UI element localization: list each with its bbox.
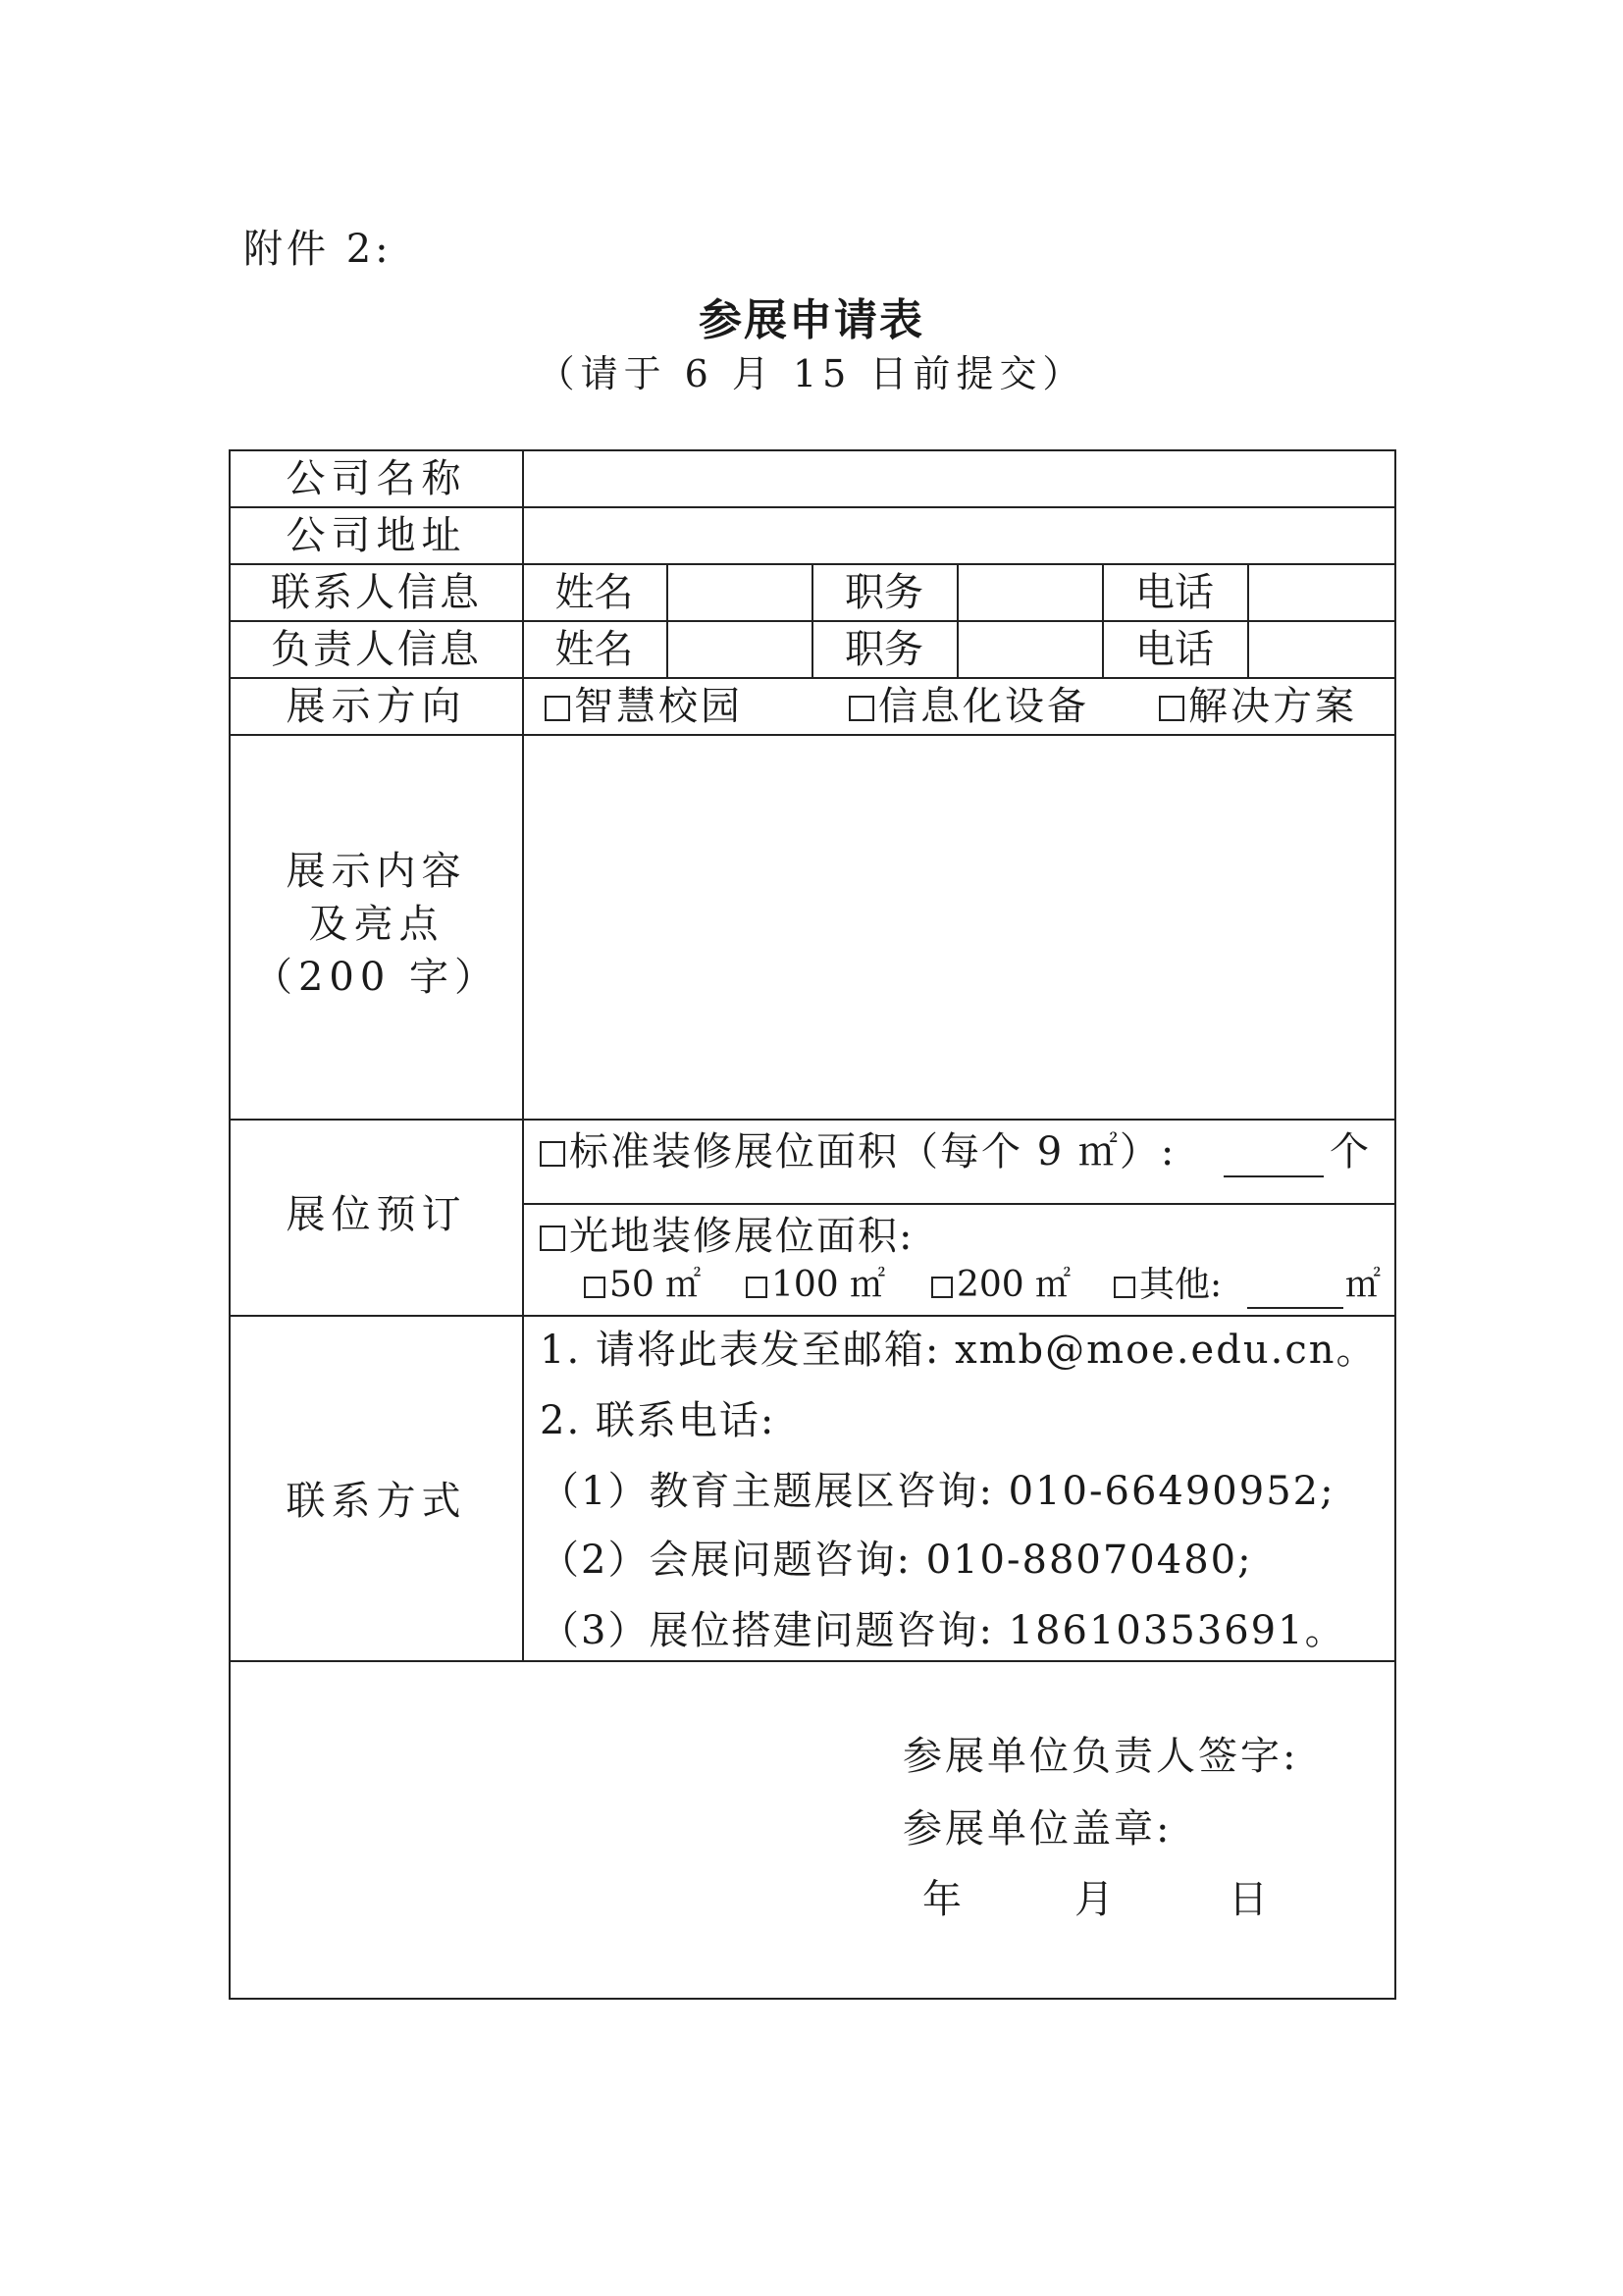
- raw-option-other[interactable]: 其他:: [1114, 1264, 1222, 1306]
- company-name-label: 公司名称: [286, 456, 467, 501]
- form-title: 参展申请表: [699, 295, 924, 345]
- contact-line-4: （2）会展问题咨询: 010-88070480;: [540, 1538, 1253, 1583]
- attachment-label: 附件 2:: [243, 227, 393, 272]
- contact-line-5: （3）展位搭建问题咨询: 18610353691。: [540, 1608, 1346, 1653]
- direction-label: 展示方向: [286, 684, 467, 729]
- date-year-label: 年: [922, 1877, 962, 1922]
- contact-line-2: 2. 联系电话:: [540, 1398, 776, 1443]
- direction-option-it-equipment[interactable]: 信息化设备: [849, 683, 1089, 730]
- contact-name-label: 姓名: [554, 570, 634, 615]
- company-name-field[interactable]: [525, 454, 1392, 505]
- checkbox-icon[interactable]: [931, 1277, 953, 1298]
- checkbox-icon[interactable]: [1159, 696, 1184, 721]
- checkbox-icon[interactable]: [584, 1277, 605, 1298]
- leader-phone-label: 电话: [1135, 627, 1214, 672]
- leader-position-label: 职务: [845, 627, 923, 672]
- contact-position-field[interactable]: [960, 566, 1101, 619]
- company-address-label: 公司地址: [286, 513, 467, 558]
- raw-option-100[interactable]: 100 ㎡: [746, 1264, 885, 1306]
- leader-position-field[interactable]: [960, 623, 1101, 676]
- leader-name-field[interactable]: [669, 623, 811, 676]
- raw-other-area-field[interactable]: [1247, 1307, 1343, 1309]
- booth-raw-option[interactable]: 光地装修展位面积:: [540, 1213, 914, 1260]
- raw-option-50[interactable]: 50 ㎡: [584, 1264, 701, 1306]
- checkbox-icon[interactable]: [746, 1277, 767, 1298]
- direction-option-smart-campus[interactable]: 智慧校园: [545, 683, 743, 730]
- seal-label: 参展单位盖章:: [903, 1806, 1173, 1852]
- leader-phone-field[interactable]: [1250, 623, 1392, 676]
- contact-line-3: （1）教育主题展区咨询: 010-66490952;: [540, 1469, 1335, 1514]
- content-label-line1: 展示内容: [286, 849, 467, 894]
- date-month-label: 月: [1074, 1877, 1114, 1922]
- signature-seal-area[interactable]: [903, 1678, 1374, 1972]
- contact-info-label: 联系人信息: [271, 570, 482, 615]
- raw-other-unit: ㎡: [1345, 1265, 1382, 1305]
- checkbox-icon[interactable]: [540, 1226, 565, 1251]
- content-label-line3: （200 字）: [252, 955, 500, 1000]
- booth-standard-count-field[interactable]: [1224, 1175, 1324, 1177]
- form-subtitle: （请于 6 月 15 日前提交）: [537, 352, 1086, 395]
- contact-method-label: 联系方式: [286, 1479, 467, 1524]
- application-form-table: [229, 449, 1396, 2000]
- direction-option-solution[interactable]: 解决方案: [1159, 683, 1357, 730]
- checkbox-icon[interactable]: [545, 696, 570, 721]
- date-day-label: 日: [1229, 1877, 1268, 1922]
- contact-phone-field[interactable]: [1250, 566, 1392, 619]
- booth-standard-option[interactable]: 标准装修展位面积（每个 9 ㎡）:: [540, 1128, 1176, 1175]
- checkbox-icon[interactable]: [540, 1141, 565, 1167]
- contact-name-field[interactable]: [669, 566, 811, 619]
- contact-phone-label: 电话: [1135, 570, 1214, 615]
- company-address-field[interactable]: [525, 509, 1392, 562]
- booth-label: 展位预订: [286, 1192, 467, 1237]
- checkbox-icon[interactable]: [1114, 1277, 1135, 1298]
- leader-info-label: 负责人信息: [271, 627, 482, 672]
- checkbox-icon[interactable]: [849, 696, 874, 721]
- leader-name-label: 姓名: [554, 627, 634, 672]
- contact-position-label: 职务: [845, 570, 923, 615]
- booth-standard-unit: 个: [1330, 1129, 1369, 1174]
- signature-label: 参展单位负责人签字:: [903, 1734, 1299, 1779]
- contact-line-1: 1. 请将此表发至邮箱: xmb@moe.edu.cn。: [540, 1328, 1378, 1373]
- content-textarea[interactable]: [525, 737, 1392, 1118]
- raw-option-200[interactable]: 200 ㎡: [931, 1264, 1071, 1306]
- content-label-line2: 及亮点: [308, 902, 445, 947]
